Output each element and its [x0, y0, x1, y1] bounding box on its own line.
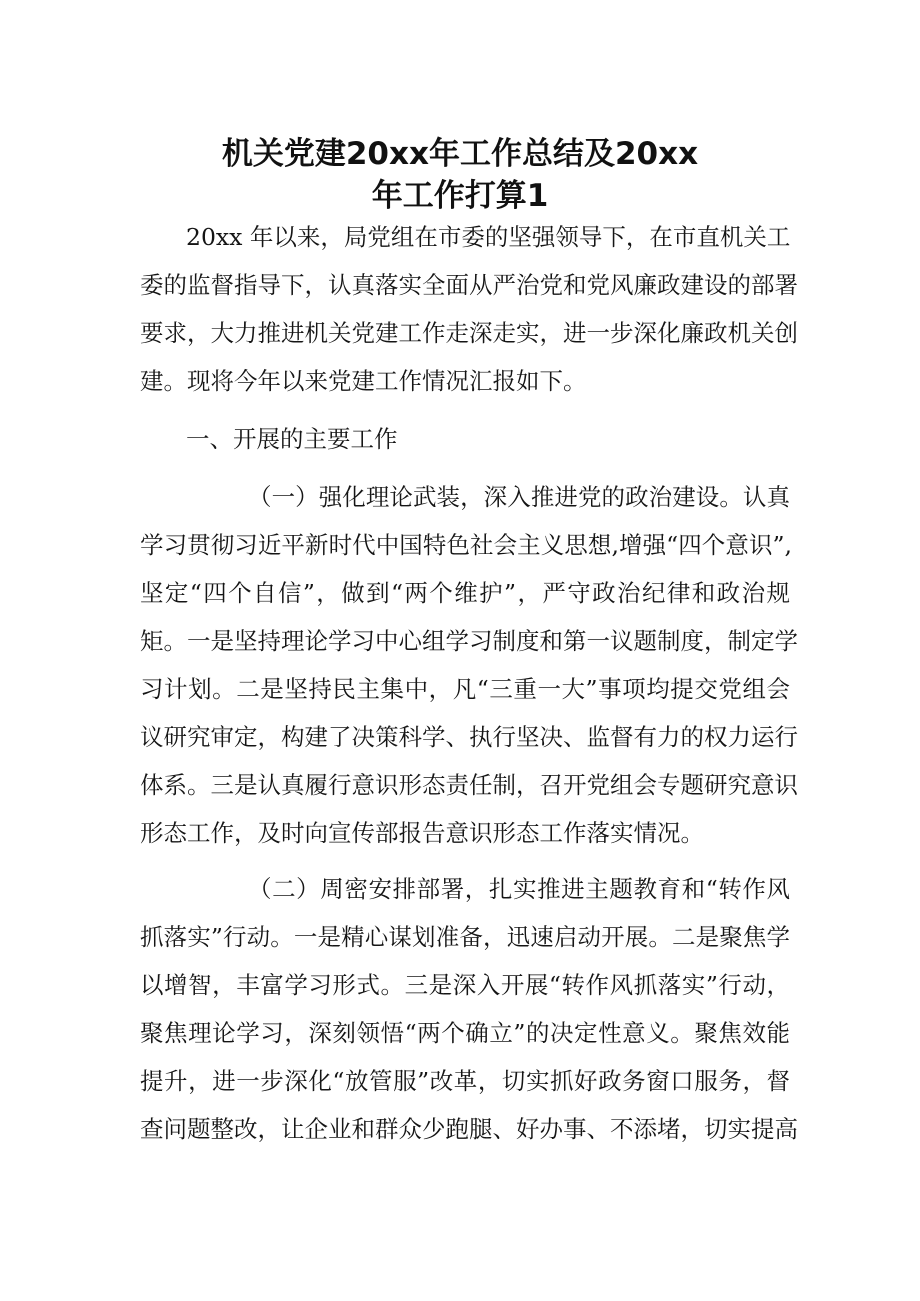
document-title-line-1: 机关党建20xx年工作总结及20xx: [221, 136, 699, 172]
paragraph-2-line-1: （二）周密安排部署，扎实推进主题教育和“转作风: [248, 875, 790, 903]
paragraph-1-line-1: （一）强化理论武装，深入推进党的政治建设。认真: [248, 483, 790, 511]
paragraph-1-line-7: 体系。三是认真履行意识形态责任制，召开党组会专题研究意识: [140, 771, 798, 799]
paragraph-intro-line-3: 要求，大力推进机关党建工作走深走实，进一步深化廉政机关创: [140, 319, 798, 347]
paragraph-intro-line-4: 建。现将今年以来党建工作情况汇报如下。: [140, 367, 587, 395]
paragraph-1-line-8: 形态工作，及时向宣传部报告意识形态工作落实情况。: [140, 819, 704, 847]
paragraph-2-line-2: 抓落实”行动。一是精心谋划准备，迅速启动开展。二是聚焦学: [140, 923, 790, 951]
paragraph-1-line-2: 学习贯彻习近平新时代中国特色社会主义思想,增强“四个意识”,: [140, 531, 792, 559]
paragraph-2-line-3: 以增智，丰富学习形式。三是深入开展“转作风抓落实”行动，: [140, 971, 790, 999]
paragraph-1-line-4: 矩。一是坚持理论学习中心组学习制度和第一议题制度，制定学: [140, 627, 798, 655]
paragraph-2-line-6: 查问题整改，让企业和群众少跑腿、好办事、不添堵，切实提高: [140, 1115, 798, 1143]
paragraph-intro-line-2: 委的监督指导下，认真落实全面从严治党和党风廉政建设的部署: [140, 271, 798, 299]
paragraph-intro-line-1: 20xx 年以来，局党组在市委的坚强领导下，在市直机关工: [186, 223, 791, 251]
paragraph-2-line-5: 提升，进一步深化“放管服”改革，切实抓好政务窗口服务，督: [140, 1067, 790, 1095]
paragraph-1-line-5: 习计划。二是坚持民主集中，凡“三重一大”事项均提交党组会: [140, 675, 790, 703]
section-heading-1: 一、开展的主要工作: [186, 425, 398, 453]
paragraph-1-line-6: 议研究审定，构建了决策科学、执行坚决、监督有力的权力运行: [140, 723, 798, 751]
document-title-line-2: 年工作打算1: [371, 178, 549, 214]
paragraph-1-line-3: 坚定“四个自信”，做到“两个维护”，严守政治纪律和政治规: [140, 579, 790, 607]
paragraph-2-line-4: 聚焦理论学习，深刻领悟“两个确立”的决定性意义。聚焦效能: [140, 1019, 790, 1047]
